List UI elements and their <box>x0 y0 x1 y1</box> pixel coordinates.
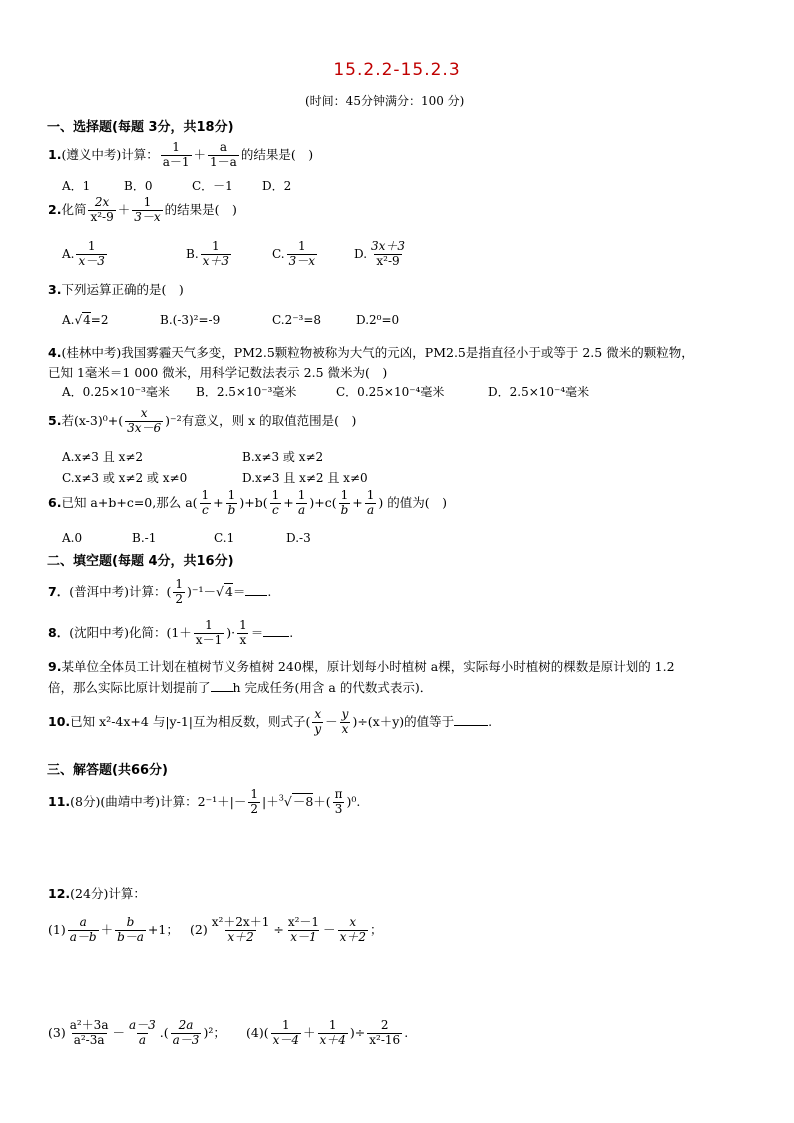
q3-option-b: B.(-3)²=-9 <box>160 313 221 327</box>
q3-option-c: C.2⁻³=8 <box>272 313 322 327</box>
question-6: 6.已知 a+b+c=0,那么 a( $\frac{1}{c}$ + $\frac{1}{b}$ )+b( $\frac{1}{c}$ + $\frac{1}{a}$ )+c( $\frac{1}{b}$ + $\frac{1}{a}$ ) 的值为( ) <box>48 488 447 517</box>
q3-option-d: D.2⁰=0 <box>356 313 400 327</box>
fraction: $\frac{x}{3x-6}$ <box>127 406 162 435</box>
question-12-part-1: (1) $\frac{a}{a-b}$ ＋ $\frac{b}{b-a}$ +1； <box>48 915 179 944</box>
q1-option-b: B．0 <box>124 179 153 193</box>
q5-option-c: C.x≠3 或 x≠2 或 x≠0 <box>62 471 188 485</box>
answer-blank <box>263 624 289 637</box>
q3-option-a: A.√4=2 <box>62 313 109 327</box>
question-3: 3.下列运算正确的是( ) <box>48 282 184 297</box>
question-12-part-3: (3) $\frac{\text{a²＋3a}}{\text{a²-3a}}$ － $\frac{a-3}{a}$ .( $\frac{2a}{a-3}$ )²； <box>48 1018 226 1047</box>
question-11: 11.(8分)(曲靖中考)计算：2⁻¹＋|－ $\frac{1}{2}$ |＋$^3$√－8＋( $\frac{\pi}{3}$ )⁰. <box>48 787 361 816</box>
section-heading-solve: 三、解答题(共66分) <box>47 763 168 778</box>
page-title: 15.2.2-15.2.3 <box>333 60 461 80</box>
q1-option-a: A．1 <box>62 179 91 193</box>
answer-blank <box>245 583 267 596</box>
q1-option-d: D．2 <box>262 179 292 193</box>
q2-option-b: B. $\frac{1}{x+3}$ <box>186 239 230 268</box>
question-10: 10.已知 x²-4x+4 与|y-1|互为相反数，则式子( $\frac{x}{y}$ － $\frac{y}{x}$ )÷(x＋y)的值等于 . <box>48 707 493 736</box>
q6-option-a: A.0 <box>62 531 83 545</box>
question-number: 1. <box>48 146 62 162</box>
q4-option-d: D．2.5×10⁻⁴毫米 <box>488 385 590 399</box>
q2-option-c: C. $\frac{1}{3-x}$ <box>272 239 315 268</box>
question-5: 5.若(x-3)⁰+( $\frac{x}{3x-6}$ )⁻²有意义，则 x 的取值范围是( ) <box>48 406 357 435</box>
question-9-line-2: 倍，那么实际比原计划提前了 h 完成任务(用含 a 的代数式表示)． <box>48 680 433 695</box>
question-text: (遵义中考)计算： <box>61 146 159 162</box>
answer-blank <box>454 713 488 726</box>
q6-option-d: D.-3 <box>286 531 311 545</box>
q6-option-b: B.-1 <box>132 531 157 545</box>
fraction: $\frac{1}{3-x}$ <box>134 195 161 224</box>
question-number: 8． <box>48 624 70 640</box>
section-heading-fill: 二、填空题(每题 4分，共16分) <box>47 554 234 569</box>
q5-option-b: B.x≠3 或 x≠2 <box>242 450 324 464</box>
q2-option-a: A. $\frac{1}{x-3}$ <box>62 239 105 268</box>
q4-option-c: C．0.25×10⁻⁴毫米 <box>336 385 445 399</box>
q1-option-c: C．－1 <box>192 179 233 193</box>
question-9: 9.某单位全体员工计划在植树节义务植树 240棵，原计划每小时植树 a棵，实际每小时植树的棵数是原计划的 1.2 <box>48 659 675 674</box>
question-number: 2. <box>48 201 62 217</box>
question-number: 12. <box>48 886 71 901</box>
q5-option-a: A.x≠3 且 x≠2 <box>62 450 144 464</box>
question-number: 11. <box>48 793 71 809</box>
question-12-part-2: (2) $\frac{\text{x²＋2x＋1}}{x+2}$ ÷ $\frac{\text{x²－1}}{x-1}$ － $\frac{x}{x+2}$ ； <box>190 915 383 944</box>
question-number: 6. <box>48 494 62 510</box>
q5-option-d: D.x≠3 且 x≠2 且 x≠0 <box>242 471 368 485</box>
question-4-line-2: 已知 1毫米＝1 000 微米，用科学记数法表示 2.5 微米为( ) <box>48 365 388 380</box>
fraction: $\frac{a}{1-a}$ <box>210 140 237 169</box>
fraction: $\frac{1}{a-1}$ <box>162 140 190 169</box>
answer-blank <box>211 679 233 692</box>
q6-option-c: C.1 <box>214 531 235 545</box>
question-number: 5. <box>48 412 62 428</box>
question-1: 1.(遵义中考)计算： $\frac{1}{a-1}$ ＋ $\frac{a}{1-a}$ 的结果是( ) <box>48 140 314 169</box>
fraction: $\frac{2x}{\text{x²-9}}$ <box>90 195 114 224</box>
question-7: 7．(普洱中考)计算：( $\frac{1}{2}$ )⁻¹－√4＝ . <box>48 577 272 606</box>
question-12: 12.(24分)计算： <box>48 886 146 901</box>
q4-option-b: B．2.5×10⁻³毫米 <box>196 385 297 399</box>
q4-option-a: A．0.25×10⁻³毫米 <box>62 385 170 399</box>
question-number: 9. <box>48 659 62 674</box>
section-heading-choice: 一、选择题(每题 3分，共18分) <box>47 120 234 135</box>
question-number: 4. <box>48 345 62 360</box>
question-12-part-4: (4)( $\frac{1}{x-4}$ ＋ $\frac{1}{x+4}$ )÷ $\frac{2}{\text{x²-16}}$ . <box>246 1018 409 1047</box>
question-4: 4.(桂林中考)我国雾霾天气多变，PM2.5颗粒物被称为大气的元凶，PM2.5是指直径小于或等于 2.5 微米的颗粒物， <box>48 345 694 360</box>
page-subtitle: (时间：45分钟满分：100 分) <box>305 94 465 108</box>
q2-option-d: D. $\frac{3x+3}{\text{x²-9}}$ <box>354 239 406 268</box>
question-2: 2.化简 $\frac{2x}{\text{x²-9}}$ ＋ $\frac{1}{3-x}$ 的结果是( ) <box>48 195 237 224</box>
question-number: 7． <box>48 583 70 599</box>
question-8: 8．(沈阳中考)化简：(1＋ $\frac{1}{x-1}$ )· $\frac{1}{x}$ ＝ . <box>48 618 294 647</box>
question-number: 10. <box>48 713 71 729</box>
question-number: 3. <box>48 282 62 297</box>
